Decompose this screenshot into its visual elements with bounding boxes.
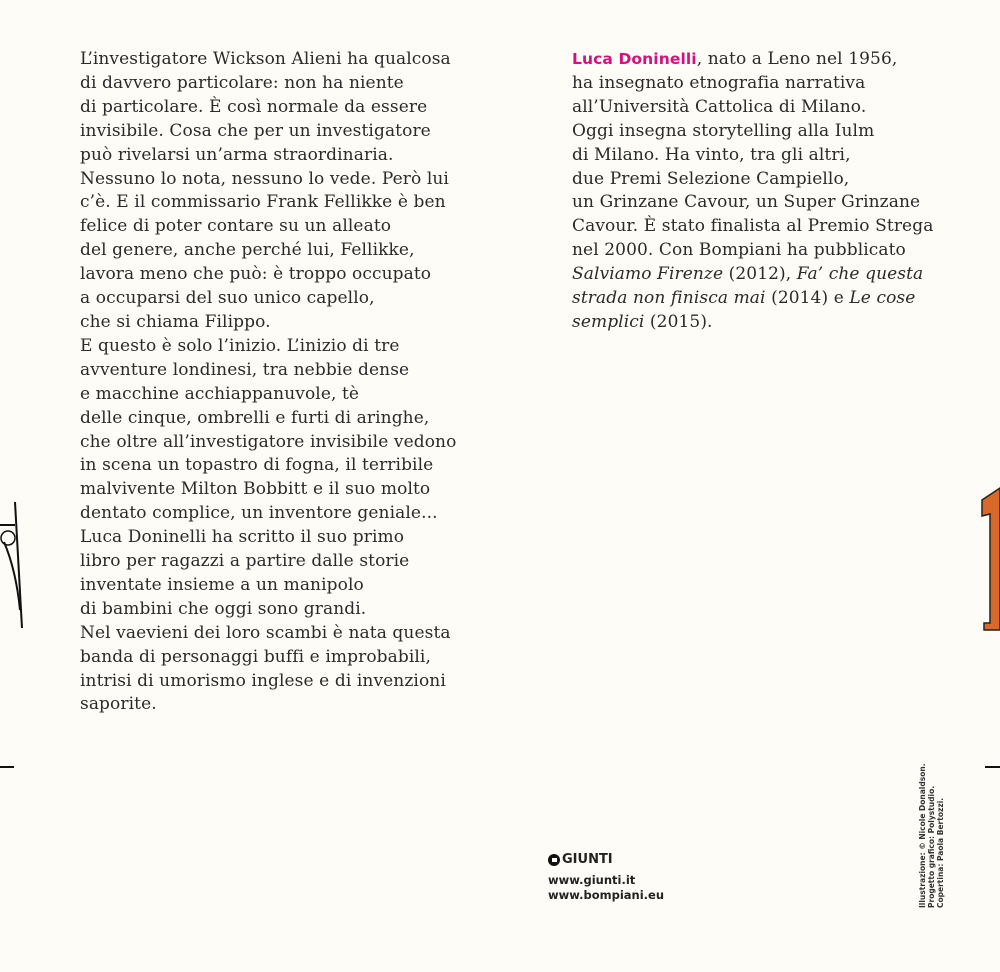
blurb-line: Nessuno lo nota, nessuno lo vede. Però lui <box>80 168 449 189</box>
author-bio <box>572 48 972 335</box>
blurb-line: saporite. <box>80 694 157 715</box>
blurb-line: avventure londinesi, tra nebbie dense <box>80 359 410 380</box>
blurb-line: inventate insieme a un manipolo <box>80 574 364 595</box>
bio-line: di Milano. Ha vinto, tra gli altri, <box>572 144 851 165</box>
blurb-line: del genere, anche perché lui, Fellikke, <box>80 240 415 261</box>
blurb-line: di davvero particolare: non ha niente <box>80 72 404 93</box>
blurb-line: Nel vaevieni dei loro scambi è nata questa <box>80 622 451 643</box>
blurb-line: che si chiama Filippo. <box>80 311 271 332</box>
left-edge-illustration <box>0 480 30 780</box>
blurb-line: c’è. E il commissario Frank Fellikke è ben <box>80 192 446 213</box>
credit-line: Copertina: Paola Bertozzi. <box>936 797 945 908</box>
bio-year: (2015). <box>644 311 713 332</box>
bio-line: due Premi Selezione Campiello, <box>572 168 850 189</box>
book-title: Le cose <box>849 288 916 309</box>
blurb-line: che oltre all’investigatore invisibile vedono <box>80 431 457 452</box>
book-title: Fa’ che questa <box>796 264 924 285</box>
bio-line: Cavour. È stato finalista al Premio Strega <box>572 216 934 237</box>
blurb-line: invisibile. Cosa che per un investigatore <box>80 120 431 141</box>
author-name: Luca Doninelli <box>572 50 697 68</box>
bio-line: Oggi insegna storytelling alla Iulm <box>572 120 875 141</box>
blurb-text <box>80 48 550 717</box>
bio-line: all’Università Cattolica di Milano. <box>572 96 867 117</box>
blurb-line: banda di personaggi buffi e improbabili, <box>80 646 431 667</box>
blurb-line: Luca Doninelli ha scritto il suo primo <box>80 527 405 548</box>
blurb-line: di particolare. È così normale da essere <box>80 96 428 117</box>
book-title: strada non finisca mai <box>572 288 766 309</box>
blurb-line: a occuparsi del suo unico capello, <box>80 288 375 309</box>
blurb-line: felice di poter contare su un alleato <box>80 216 392 237</box>
credit-line: Progetto grafico: Polystudio. <box>927 785 936 908</box>
blurb-line: malvivente Milton Bobbitt e il suo molto <box>80 479 431 500</box>
giunti-g-icon <box>548 854 560 866</box>
url-giunti[interactable]: www.giunti.it <box>548 873 636 887</box>
url-bompiani[interactable]: www.bompiani.eu <box>548 888 665 902</box>
bio-line: nel 2000. Con Bompiani ha pubblicato <box>572 240 906 261</box>
bio-year: (2014) e <box>765 288 850 309</box>
blurb-line: di bambini che oggi sono grandi. <box>80 598 367 619</box>
right-edge-numeral-illustration <box>970 480 1000 780</box>
blurb-line: può rivelarsi un’arma straordinaria. <box>80 144 394 165</box>
blurb-line: e macchine acchiappanuvole, tè <box>80 383 360 404</box>
publisher-block <box>548 852 664 903</box>
bio-line: ha insegnato etnografia narrativa <box>572 72 866 93</box>
bio-line: un Grinzane Cavour, un Super Grinzane <box>572 192 921 213</box>
blurb-line: libro per ragazzi a partire dalle storie <box>80 551 410 572</box>
credit-line: Illustrazione: © Nicole Donaldson. <box>918 763 927 908</box>
bio-line: , nato a Leno nel 1956, <box>696 49 898 69</box>
book-title: semplici <box>572 311 645 332</box>
credits <box>918 763 945 908</box>
book-title: Salviamo Firenze <box>572 264 724 285</box>
bio-year: (2012), <box>723 264 797 285</box>
blurb-line: intrisi di umorismo inglese e di invenzioni <box>80 670 446 691</box>
blurb-line: in scena un topastro di fogna, il terribile <box>80 455 434 476</box>
blurb-line: delle cinque, ombrelli e furti di aringhe, <box>80 407 430 428</box>
blurb-line: E questo è solo l’inizio. L’inizio di tre <box>80 335 400 356</box>
giunti-logo <box>548 852 664 867</box>
logo-text: GIUNTI <box>562 852 613 867</box>
blurb-line: dentato complice, un inventore geniale... <box>80 503 438 524</box>
blurb-line: L’investigatore Wickson Alieni ha qualcosa <box>80 49 451 69</box>
blurb-line: lavora meno che può: è troppo occupato <box>80 264 432 285</box>
